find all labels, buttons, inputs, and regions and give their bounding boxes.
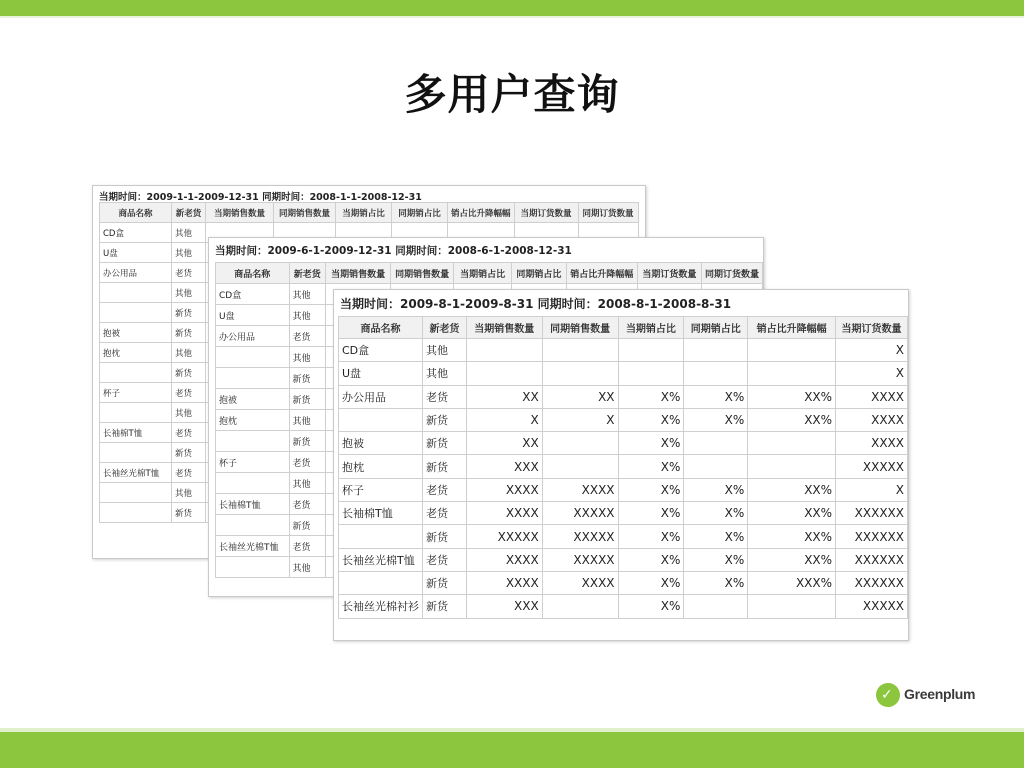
value-cell: XXXXXX [836, 502, 908, 525]
product-name-cell: U盘 [339, 362, 423, 385]
column-header[interactable]: 当期销占比 [336, 203, 392, 223]
report-period: 当期时间：2009-1-1-2009-12-31 同期时间：2008-1-1-2008-12-31 [99, 192, 422, 203]
value-cell: XXXXX [836, 455, 908, 478]
table-row[interactable] [339, 478, 908, 501]
report-period: 当期时间：2009-6-1-2009-12-31 同期时间：2008-6-1-2008-12-31 [215, 245, 572, 257]
goods-type-cell: 新货 [423, 595, 467, 618]
goods-type-cell: 老货 [289, 494, 325, 515]
product-name-cell: 抱枕 [100, 343, 172, 363]
goods-type-cell: 新货 [172, 303, 206, 323]
product-name-cell: 抱被 [100, 323, 172, 343]
column-header[interactable]: 同期销售数量 [542, 317, 618, 339]
goods-type-cell: 新货 [423, 432, 467, 455]
table-row[interactable] [339, 455, 908, 478]
column-header[interactable]: 当期销占比 [454, 263, 512, 284]
product-name-cell: 长袖棉T恤 [216, 494, 290, 515]
value-cell [684, 339, 748, 362]
column-header[interactable]: 销占比升降幅幅 [448, 203, 515, 223]
value-cell [466, 362, 542, 385]
report-panel-front [333, 289, 909, 641]
column-header[interactable]: 当期销售数量 [206, 203, 274, 223]
goods-type-cell: 其他 [423, 362, 467, 385]
product-name-cell: CD盒 [216, 284, 290, 305]
value-cell: X% [684, 548, 748, 571]
product-name-cell: 杯子 [216, 452, 290, 473]
goods-type-cell: 新货 [423, 455, 467, 478]
value-cell: X [836, 362, 908, 385]
value-cell: X% [618, 502, 684, 525]
product-name-cell [100, 363, 172, 383]
value-cell: X% [684, 408, 748, 431]
value-cell: X% [684, 571, 748, 594]
goods-type-cell: 其他 [172, 243, 206, 263]
value-cell: XXXX [836, 385, 908, 408]
product-name-cell: 杯子 [100, 383, 172, 403]
product-name-cell [100, 303, 172, 323]
product-name-cell: 长袖丝光棉衬衫 [339, 595, 423, 618]
goods-type-cell: 其他 [172, 483, 206, 503]
product-name-cell: 抱被 [339, 432, 423, 455]
goods-type-cell: 其他 [289, 347, 325, 368]
value-cell: XX [466, 385, 542, 408]
goods-type-cell: 其他 [423, 339, 467, 362]
column-header[interactable]: 销占比升降幅幅 [566, 263, 637, 284]
value-cell: XXX [466, 455, 542, 478]
goods-type-cell: 其他 [289, 305, 325, 326]
product-name-cell: 办公用品 [216, 326, 290, 347]
value-cell: XX% [748, 385, 836, 408]
goods-type-cell: 其他 [289, 473, 325, 494]
value-cell: X% [618, 595, 684, 618]
value-cell [618, 362, 684, 385]
greenplum-check-icon: ✓ [876, 683, 900, 707]
goods-type-cell: 其他 [289, 557, 325, 578]
value-cell: X% [618, 525, 684, 548]
goods-type-cell: 新货 [172, 503, 206, 523]
value-cell: XXXX [542, 571, 618, 594]
goods-type-cell: 新货 [423, 525, 467, 548]
value-cell: X [542, 408, 618, 431]
report-period: 当期时间：2009-8-1-2009-8-31 同期时间：2008-8-1-2008-8-31 [340, 297, 732, 311]
product-name-cell: 抱枕 [216, 410, 290, 431]
goods-type-cell: 老货 [172, 263, 206, 283]
product-name-cell [100, 503, 172, 523]
column-header[interactable]: 新老货 [423, 317, 467, 339]
value-cell: XX% [748, 478, 836, 501]
table-row[interactable] [339, 571, 908, 594]
value-cell: X% [684, 385, 748, 408]
value-cell [618, 339, 684, 362]
value-cell [748, 362, 836, 385]
value-cell: XXXXX [836, 595, 908, 618]
table-row[interactable] [339, 362, 908, 385]
goods-type-cell: 其他 [172, 403, 206, 423]
value-cell [748, 455, 836, 478]
value-cell: XXXXX [466, 525, 542, 548]
goods-type-cell: 老货 [423, 385, 467, 408]
value-cell: XX% [748, 525, 836, 548]
goods-type-cell: 新货 [289, 431, 325, 452]
product-name-cell: 办公用品 [100, 263, 172, 283]
goods-type-cell: 老货 [289, 452, 325, 473]
product-name-cell: 长袖丝光棉T恤 [216, 536, 290, 557]
goods-type-cell: 新货 [289, 515, 325, 536]
value-cell: XXXX [466, 548, 542, 571]
column-header[interactable]: 当期销占比 [618, 317, 684, 339]
value-cell: XX% [748, 408, 836, 431]
table-row[interactable] [339, 525, 908, 548]
column-header[interactable]: 商品名称 [339, 317, 423, 339]
column-header[interactable]: 新老货 [172, 203, 206, 223]
product-name-cell: 长袖丝光棉T恤 [339, 548, 423, 571]
column-header[interactable]: 当期订货数量 [637, 263, 701, 284]
column-header[interactable]: 同期订货数量 [578, 203, 638, 223]
goods-type-cell: 新货 [423, 571, 467, 594]
goods-type-cell: 新货 [289, 368, 325, 389]
goods-type-cell: 老货 [172, 383, 206, 403]
value-cell: XXXX [466, 502, 542, 525]
value-cell: XX [542, 385, 618, 408]
column-header[interactable]: 商品名称 [100, 203, 172, 223]
value-cell [684, 362, 748, 385]
goods-type-cell: 老货 [172, 463, 206, 483]
goods-type-cell: 新货 [172, 443, 206, 463]
product-name-cell [100, 443, 172, 463]
table-row[interactable] [339, 408, 908, 431]
slide-title: 多用户查询 [404, 70, 620, 119]
value-cell: X [466, 408, 542, 431]
value-cell: X% [618, 455, 684, 478]
value-cell [748, 595, 836, 618]
value-cell [542, 339, 618, 362]
value-cell [542, 362, 618, 385]
report-table [338, 316, 908, 619]
value-cell: X% [618, 408, 684, 431]
greenplum-logo [876, 683, 976, 707]
value-cell: XXXXXX [836, 571, 908, 594]
table-row[interactable] [339, 548, 908, 571]
value-cell: XXXX [836, 408, 908, 431]
value-cell [748, 432, 836, 455]
product-name-cell: 抱枕 [339, 455, 423, 478]
value-cell: X% [618, 478, 684, 501]
goods-type-cell: 老货 [423, 478, 467, 501]
value-cell: XXXXXX [836, 548, 908, 571]
top-accent-bar [0, 0, 1024, 16]
value-cell: X% [684, 525, 748, 548]
product-name-cell [216, 347, 290, 368]
top-accent-line [0, 16, 1024, 18]
value-cell: X% [684, 502, 748, 525]
product-name-cell: 长袖丝光棉T恤 [100, 463, 172, 483]
value-cell: XXX% [748, 571, 836, 594]
column-header[interactable]: 同期销占比 [684, 317, 748, 339]
product-name-cell: 长袖棉T恤 [100, 423, 172, 443]
value-cell: XXXXX [542, 548, 618, 571]
table-header-row [339, 317, 908, 339]
table-row[interactable] [339, 339, 908, 362]
value-cell [684, 455, 748, 478]
goods-type-cell: 其他 [172, 343, 206, 363]
table-row[interactable] [339, 385, 908, 408]
product-name-cell [216, 557, 290, 578]
value-cell [542, 432, 618, 455]
product-name-cell [216, 515, 290, 536]
product-name-cell [216, 431, 290, 452]
column-header[interactable]: 当期销售数量 [325, 263, 390, 284]
goods-type-cell: 其他 [289, 410, 325, 431]
value-cell: XX [466, 432, 542, 455]
bottom-accent-bar [0, 732, 1024, 768]
product-name-cell [339, 408, 423, 431]
product-name-cell [100, 403, 172, 423]
value-cell: XXXXX [542, 525, 618, 548]
goods-type-cell: 新货 [289, 389, 325, 410]
product-name-cell [216, 368, 290, 389]
goods-type-cell: 其他 [289, 284, 325, 305]
value-cell: X% [618, 571, 684, 594]
value-cell: XX% [748, 548, 836, 571]
table-row[interactable] [339, 502, 908, 525]
value-cell: XXXX [466, 478, 542, 501]
goods-type-cell: 其他 [172, 223, 206, 243]
product-name-cell: U盘 [100, 243, 172, 263]
value-cell: XXXX [466, 571, 542, 594]
product-name-cell [100, 483, 172, 503]
value-cell [466, 339, 542, 362]
value-cell [684, 595, 748, 618]
column-header[interactable]: 同期销售数量 [274, 203, 336, 223]
value-cell [748, 339, 836, 362]
column-header[interactable]: 同期销占比 [392, 203, 448, 223]
value-cell: XXXX [836, 432, 908, 455]
logo-text: Greenplum [904, 686, 976, 702]
value-cell: X [836, 339, 908, 362]
goods-type-cell: 老货 [289, 536, 325, 557]
table-row[interactable] [339, 432, 908, 455]
column-header[interactable]: 销占比升降幅幅 [748, 317, 836, 339]
value-cell: X% [618, 432, 684, 455]
column-header[interactable]: 当期销售数量 [466, 317, 542, 339]
value-cell: XXXXX [542, 502, 618, 525]
column-header[interactable]: 新老货 [289, 263, 325, 284]
value-cell [684, 432, 748, 455]
value-cell: XX% [748, 502, 836, 525]
goods-type-cell: 新货 [423, 408, 467, 431]
value-cell: XXXXXX [836, 525, 908, 548]
column-header[interactable]: 同期销售数量 [391, 263, 454, 284]
product-name-cell [100, 283, 172, 303]
value-cell: X [836, 478, 908, 501]
table-header-row [100, 203, 639, 223]
goods-type-cell: 老货 [172, 423, 206, 443]
product-name-cell [339, 525, 423, 548]
goods-type-cell: 老货 [289, 326, 325, 347]
value-cell: X% [684, 478, 748, 501]
product-name-cell: 办公用品 [339, 385, 423, 408]
column-header[interactable]: 当期订货数量 [514, 203, 578, 223]
column-header[interactable]: 同期销占比 [512, 263, 566, 284]
goods-type-cell: 老货 [423, 548, 467, 571]
table-row[interactable] [339, 595, 908, 618]
column-header[interactable]: 同期订货数量 [701, 263, 762, 284]
product-name-cell [216, 473, 290, 494]
goods-type-cell: 老货 [423, 502, 467, 525]
product-name-cell: 杯子 [339, 478, 423, 501]
product-name-cell: 抱被 [216, 389, 290, 410]
value-cell: XXXX [542, 478, 618, 501]
value-cell [542, 595, 618, 618]
goods-type-cell: 其他 [172, 283, 206, 303]
value-cell: X% [618, 385, 684, 408]
product-name-cell: 长袖棉T恤 [339, 502, 423, 525]
column-header[interactable]: 当期订货数量 [836, 317, 908, 339]
product-name-cell: CD盒 [100, 223, 172, 243]
product-name-cell: U盘 [216, 305, 290, 326]
goods-type-cell: 新货 [172, 363, 206, 383]
column-header[interactable]: 商品名称 [216, 263, 290, 284]
product-name-cell [339, 571, 423, 594]
value-cell: X% [618, 548, 684, 571]
value-cell: XXX [466, 595, 542, 618]
value-cell [542, 455, 618, 478]
goods-type-cell: 新货 [172, 323, 206, 343]
product-name-cell: CD盒 [339, 339, 423, 362]
table-header-row [216, 263, 763, 284]
